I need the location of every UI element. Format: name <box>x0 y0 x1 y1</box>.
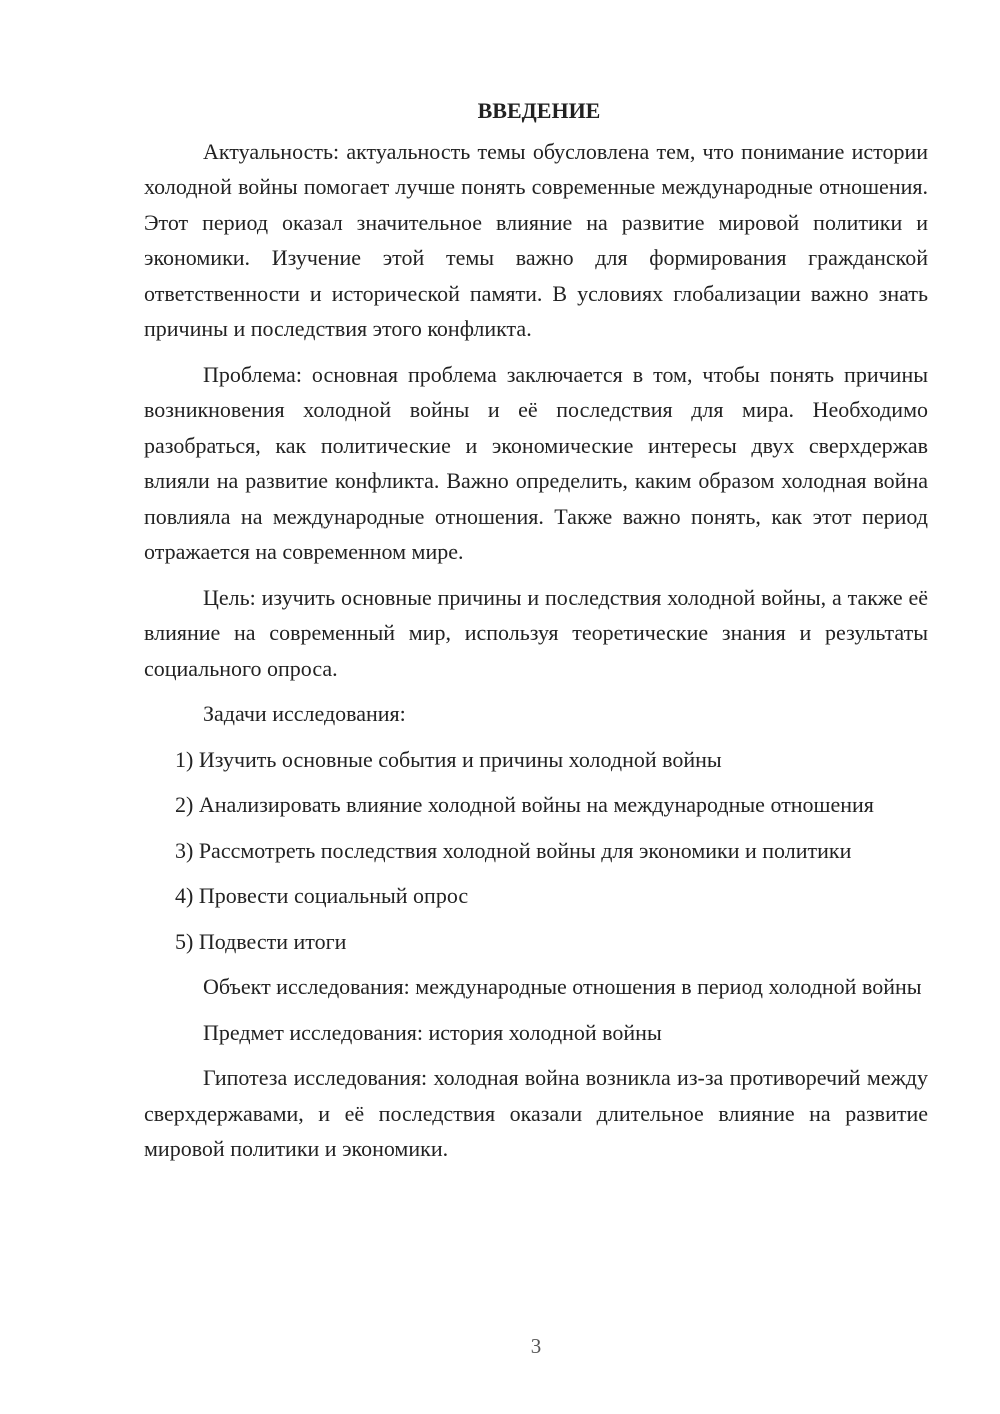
relevance-paragraph: Актуальность: актуальность темы обусловлена тем, что понимание истории холодной войны помогает лучше понять современные международные отношения. Этот период оказал значительное влияние на развитие мировой политики и экономики. Изучение этой темы важно для формирования гражданской ответственности и исторической памяти. В условиях глобализации важно знать причины и последствия этого конфликта. <box>144 138 928 341</box>
tasks-title: Задачи исследования: <box>203 701 406 726</box>
goal-paragraph: Цель: изучить основные причины и последствия холодной войны, а также её влияние на современный мир, используя теоретические знания и результаты социального опроса. <box>144 584 928 681</box>
subject-paragraph: Предмет исследования: история холодной войны <box>203 1019 662 1045</box>
task-item-1: 1) Изучить основные события и причины холодной войны <box>175 746 722 772</box>
page-title: ВВЕДЕНИЕ <box>477 98 601 123</box>
task-item-3: 3) Рассмотреть последствия холодной войны для экономики и политики <box>175 837 852 863</box>
task-item-4: 4) Провести социальный опрос <box>175 883 469 908</box>
task-item-5: 5) Подвести итоги <box>175 928 347 954</box>
task-item-2: 2) Анализировать влияние холодной войны на международные отношения <box>175 792 874 817</box>
page-number: 3 <box>530 1334 542 1358</box>
object-paragraph: Объект исследования: международные отношения в период холодной войны <box>203 974 922 999</box>
problem-paragraph: Проблема: основная проблема заключается в том, чтобы понять причины возникновения холодной войны и её последствия для мира. Необходимо разобраться, как политические и экономические интересы двух сверхдержав влияли на развитие конфликта. Важно определить, каким образом холодная война повлияла на международные отношения. Также важно понять, как этот период отражается на современном мире. <box>144 361 928 564</box>
hypothesis-paragraph: Гипотеза исследования: холодная война возникла из-за противоречий между сверхдержавами, и её последствия оказали длительное влияние на развитие мировой политики и экономики. <box>144 1065 928 1161</box>
page-content <box>144 93 928 1177</box>
